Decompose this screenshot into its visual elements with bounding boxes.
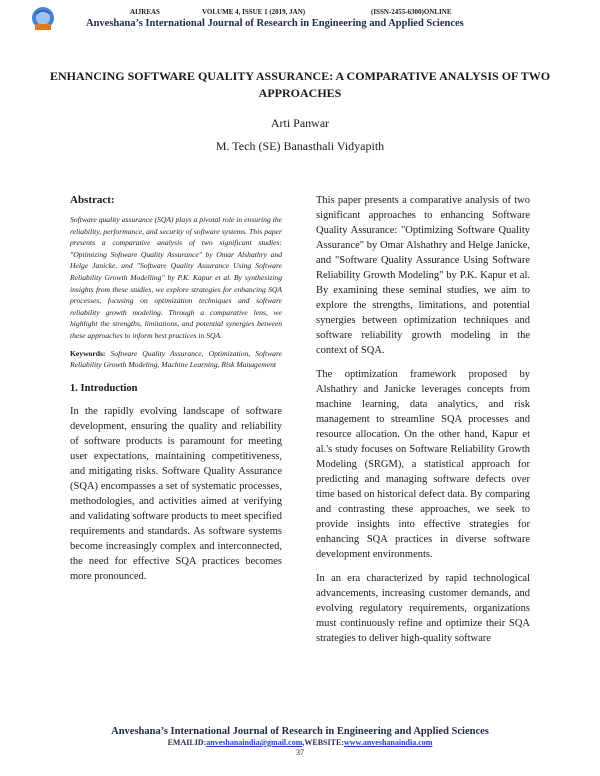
- abstract-heading: Abstract:: [70, 194, 115, 206]
- paper-title: ENHANCING SOFTWARE QUALITY ASSURANCE: A COMPARATIVE ANALYSIS OF TWO APPROACHES: [49, 69, 551, 100]
- page-number: 37: [296, 748, 304, 757]
- author-affiliation: M. Tech (SE) Banasthali Vidyapith: [215, 139, 385, 153]
- issn: (ISSN-2455-6300)ONLINE: [371, 8, 452, 16]
- abstract-text: Software quality assurance (SQA) plays a pivotal role in ensuring the reliability, performance, and security of software systems. This paper presents a comparative analysis of two significant studies: "Optimizing Software Quality Assurance" by Omar Alshathry and Helge Janicke, and "Software Quality Assurance Using Software Reliability Growth Modelling" by P.K. Kapur et al. By synthesizing insights from these studies, we explore strategies for enhancing SQA processes, focusing on optimization techniques and software reliability growth modeling. Through a comparative lens, we highlight the strengths, limitations, and potential synergies between these approaches to inform best practices in SQA.: [70, 215, 282, 340]
- right-paragraph-2: The optimization framework proposed by Alshathry and Janicke leverages concepts from machine learning, data analytics, and risk management to streamline SQA processes and resource allocation. On the other hand, Kapur et al.'s study focuses on Software Reliability Growth Modeling (SRGM), a statistical approach for predicting and managing software defects over time based on historical defect data. By comparing and contrasting these approaches, we seek to provide insights into effective strategies for enhancing SQA practices in diverse software development environments.: [316, 369, 530, 560]
- footer-journal-name: Anveshana’s International Journal of Research in Engineering and Applied Sciences: [111, 726, 489, 737]
- email-label: EMAILID:: [167, 738, 207, 747]
- journal-logo: [30, 6, 56, 32]
- email-link[interactable]: anveshanaindia@gmail.com: [206, 738, 303, 747]
- journal-short-name: AIJREAS: [130, 8, 160, 16]
- keywords-text: Software Quality Assurance, Optimization, Software Reliability Growth Modeling, Machine Learning, Risk Management: [70, 348, 282, 370]
- right-column: [316, 193, 530, 655]
- keywords-label: Keywords:: [70, 348, 106, 358]
- journal-full-name: Anveshana’s International Journal of Research in Engineering and Applied Sciences: [86, 18, 464, 29]
- right-paragraph-1: This paper presents a comparative analysis of two significant approaches to enhancing Software Quality Assurance: "Optimizing Software Quality Assurance" by Omar Alshathry and Helge Janicke, and "Software Quality Assurance Using Software Reliability Growth Modeling" by P.K. Kapur et al. By examining these seminal studies, we aim to explore the strengths, limitations, and potential synergies between optimization techniques and software reliability growth modeling in the context of SQA.: [316, 195, 530, 356]
- website-label: ,WEBSITE:: [302, 738, 344, 747]
- introduction-paragraph: In the rapidly evolving landscape of software development, ensuring the quality and reliability of software products is paramount for meeting user expectations, maintaining competitiveness, and mitigating risks. Software Quality Assurance (SQA) encompasses a set of systematic processes, methodologies, and activities aimed at verifying and validating software products to meet specified requirements and standards. As software systems become increasingly complex and interconnected, the need for effective SQA practices becomes more pronounced.: [70, 405, 282, 582]
- right-paragraph-3: In an era characterized by rapid technological advancements, increasing customer demands, and evolving regulatory requirements, organizations must continuously refine and optimize their SQA strategies to deliver high-quality software: [316, 573, 530, 644]
- introduction-heading: 1. Introduction: [70, 382, 138, 394]
- left-column: [70, 193, 282, 592]
- footer-contact: [0, 738, 600, 747]
- volume-issue: VOLUME 4, ISSUE 1 (2019, JAN): [202, 8, 306, 16]
- keywords: [70, 348, 282, 371]
- author-name: Arti Panwar: [270, 116, 330, 130]
- website-link[interactable]: www.anveshanaindia.com: [343, 738, 433, 747]
